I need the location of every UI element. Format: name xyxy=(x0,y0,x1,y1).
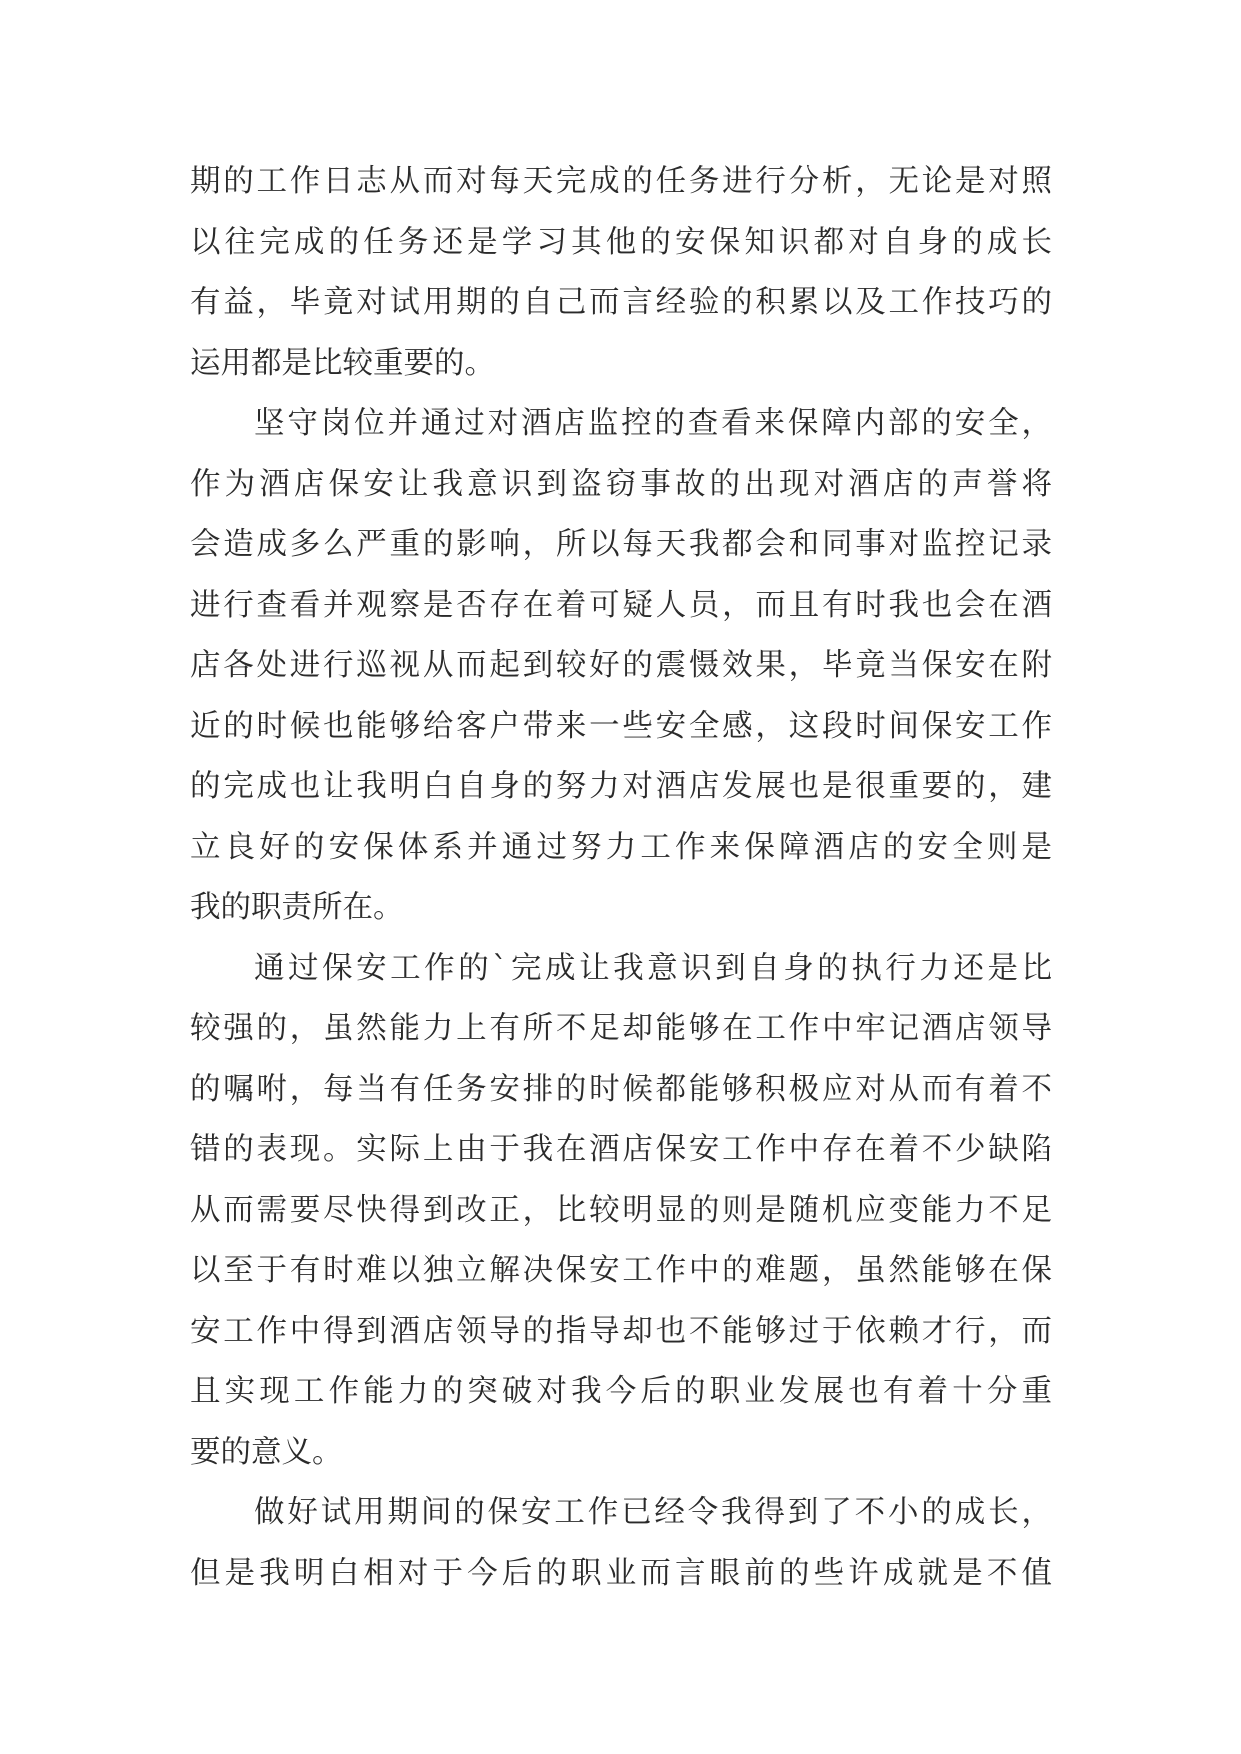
paragraph-1 xyxy=(190,152,1052,394)
text-line: 的嘱咐，每当有任务安排的时候都能够积极应对从而有着不 xyxy=(190,1071,1052,1107)
text-line: 的完成也让我明白自身的努力对酒店发展也是很重要的，建 xyxy=(190,769,1052,804)
text-line: 我的职责所在。 xyxy=(190,890,404,925)
text-line: 安工作中得到酒店领导的指导却也不能够过于依赖才行，而 xyxy=(190,1313,1052,1349)
text-line: 以往完成的任务还是学习其他的安保知识都对自身的成长 xyxy=(190,224,1052,260)
paragraph-2 xyxy=(190,394,1052,939)
text-line: 店各处进行巡视从而起到较好的震慑效果，毕竟当保安在附 xyxy=(190,648,1052,683)
text-line: 会造成多么严重的影响，所以每天我都会和同事对监控记录 xyxy=(190,527,1052,562)
text-line: 通过保安工作的`完成让我意识到自身的执行力还是比 xyxy=(254,950,1052,986)
text-line: 立良好的安保体系并通过努力工作来保障酒店的安全则是 xyxy=(190,829,1052,865)
text-line: 有益，毕竟对试用期的自己而言经验的积累以及工作技巧的 xyxy=(190,285,1052,320)
text-line: 错的表现。实际上由于我在酒店保安工作中存在着不少缺陷 xyxy=(190,1132,1052,1167)
text-line: 以至于有时难以独立解决保安工作中的难题，虽然能够在保 xyxy=(190,1253,1052,1288)
text-line: 从而需要尽快得到改正，比较明显的则是随机应变能力不足 xyxy=(190,1192,1052,1228)
text-line: 运用都是比较重要的。 xyxy=(190,345,495,381)
paragraph-3 xyxy=(190,939,1052,1484)
text-line: 且实现工作能力的突破对我今后的职业发展也有着十分重 xyxy=(190,1374,1052,1409)
paragraph-4 xyxy=(190,1483,1052,1604)
text-line: 较强的，虽然能力上有所不足却能够在工作中牢记酒店领导 xyxy=(190,1011,1052,1046)
text-line: 做好试用期间的保安工作已经令我得到了不小的成长， xyxy=(254,1495,1052,1530)
text-line: 但是我明白相对于今后的职业而言眼前的些许成就是不值 xyxy=(190,1555,1052,1591)
text-line: 作为酒店保安让我意识到盗窃事故的出现对酒店的声誉将 xyxy=(190,466,1052,502)
text-line: 进行查看并观察是否存在着可疑人员，而且有时我也会在酒 xyxy=(190,587,1052,623)
text-line: 要的意义。 xyxy=(190,1434,343,1470)
text-line: 坚守岗位并通过对酒店监控的查看来保障内部的安全， xyxy=(254,406,1052,441)
text-line: 近的时候也能够给客户带来一些安全感，这段时间保安工作 xyxy=(190,708,1052,744)
text-line: 期的工作日志从而对每天完成的任务进行分析，无论是对照 xyxy=(190,164,1052,199)
document-body xyxy=(190,152,1052,1604)
